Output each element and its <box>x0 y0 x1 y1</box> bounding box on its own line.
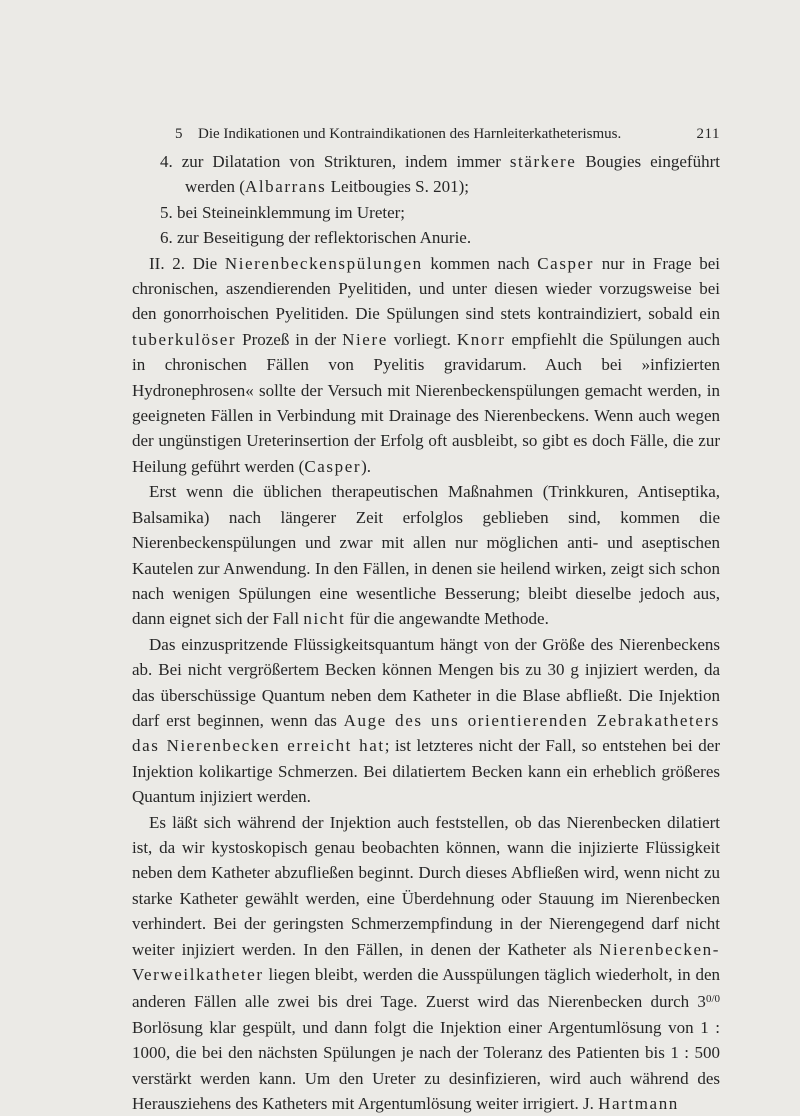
paragraph-fluessigkeitsquantum: Das einzuspritzende Flüssigkeitsquantum hängt von der Größe des Nierenbeckens ab. Bei nicht vergrößertem Becken können Mengen bis zu 30 g injiziert werden, da das überschüssige Quantum neben dem Katheter in die Blase abfließt. Die Injektion darf erst beginnen, wenn das Auge des uns orientierenden Zebrakatheters das Nierenbecken erreicht hat; ist letzteres nicht der Fall, so entstehen bei der Injektion kolikartige Schmerzen. Bei dilatiertem Becken kann ein erheblich größeres Quantum injiziert werden. <box>132 634 720 807</box>
list-item-4: 4. zur Dilatation von Strikturen, indem immer stärkere Bougies eingeführt werden (Albarrans Leitbougies S. 201); <box>160 152 720 197</box>
paragraph-nierenbeckenspuelungen: II. 2. Die Nierenbeckenspülungen kommen nach Casper nur in Frage bei chronischen, aszendierenden Pyelitiden, und unter diesen wieder vorzugsweise bei den gonorrhoischen Pyelitiden. Die Spülungen sind stets kontraindiziert, sobald ein tuberkulöser Prozeß in der Niere vorliegt. Knorr empfiehlt die Spülungen auch in chronischen Fällen von Pyelitis gravidarum. Auch bei »infizierten Hydronephrosen« sollte der Versuch mit Nierenbeckenspülungen gemacht werden, in geeigneten Fällen in Verbindung mit Drainage des Nierenbeckens. Wenn auch wegen der ungünstigen Ureterinsertion der Erfolg oft ausbleibt, so gibt es doch Fälle, die zur Heilung geführt werden (Casper). <box>132 253 720 476</box>
paragraph-erst-wenn: Erst wenn die üblichen therapeutischen Maßnahmen (Trinkkuren, Antiseptika, Balsamika) nach längerer Zeit erfolglos geblieben sind, kommen die Nierenbeckenspülungen und zwar mit allen nur möglichen anti- und aseptischen Kautelen zur Anwendung. In den Fällen, in denen sie heilend wirken, zeigt sich schon nach wenigen Spülungen eine wesentliche Besserung; bleibt dieselbe jedoch aus, dann eignet sich der Fall nicht für die angewandte Methode. <box>132 482 720 629</box>
list-item-5: 5. bei Steineinklemmung im Ureter; <box>160 202 406 222</box>
page-number: 211 <box>696 126 720 142</box>
chapter-number: 5 <box>175 126 183 142</box>
paragraph-injektion: Es läßt sich während der Injektion auch feststellen, ob das Nierenbecken dilatiert ist, da wir kystoskopisch genau beobachten können, wann die injizierte Flüssigkeit neben dem Katheter abzufließen beginnt. Durch dieses Abfließen wird, wenn nicht zu starke Katheter gewählt werden, eine Überdehnung oder Stauung im Nierenbecken verhindert. Bei der geringsten Schmerzempfindung in der Nierengegend darf nicht weiter injiziert werden. In den Fällen, in denen der Katheter als Nierenbecken-Verweilkatheter liegen bleibt, werden die Ausspülungen täglich wiederholt, in den anderen Fällen alle zwei bis drei Tage. Zuerst wird das Nierenbecken durch $3^{0/0}$ Borlösung klar gespült, und dann folgt die Injektion einer Argentumlösung von 1 : 1000, die bei den nächsten Spülungen je nach der Toleranz des Patienten bis 1 : 500 verstärkt werden kann. Um den Ureter zu desinfizieren, wird auch während des Herausziehens des Katheters mit Argentumlösung weiter irrigiert. J. Hartmann <box>132 812 720 1114</box>
chapter-title: Die Indikationen und Kontraindikationen des Harnleiterkatheterismus. <box>198 126 622 142</box>
list-item-6: 6. zur Beseitigung der reflektorischen Anurie. <box>160 228 472 248</box>
body-text <box>132 149 720 1116</box>
